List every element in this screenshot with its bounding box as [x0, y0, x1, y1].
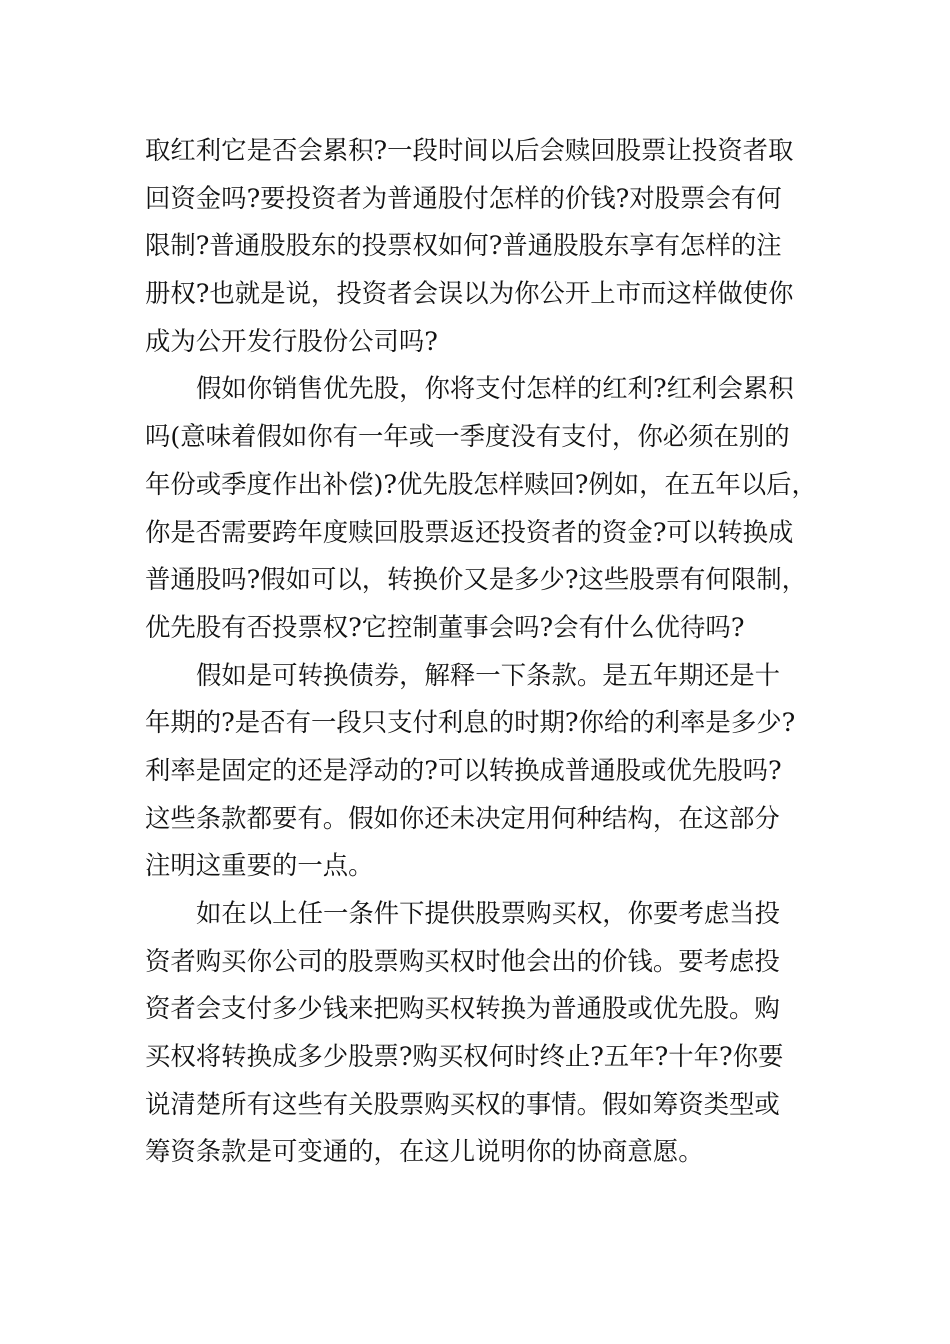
text-line: 普通股吗?假如可以，转换价又是多少?这些股票有何限制， — [145, 564, 807, 595]
text-line: 假如你销售优先股，你将支付怎样的红利?红利会累积 — [196, 373, 794, 404]
text-line: 资者购买你公司的股票购买权时他会出的价钱。要考虑投 — [145, 945, 780, 976]
paragraph-common-stock — [145, 127, 815, 365]
paragraph-preferred-stock — [145, 365, 815, 651]
text-line: 限制?普通股股东的投票权如何?普通股股东享有怎样的注 — [145, 230, 782, 261]
paragraph-convertible-bonds — [145, 652, 815, 890]
text-line: 筹资条款是可变通的，在这儿说明你的协商意愿。 — [145, 1136, 704, 1167]
text-line: 资者会支付多少钱来把购买权转换为普通股或优先股。购 — [145, 993, 780, 1024]
text-line: 买权将转换成多少股票?购买权何时终止?五年?十年?你要 — [145, 1041, 784, 1072]
text-line: 如在以上任一条件下提供股票购买权，你要考虑当投 — [196, 898, 780, 928]
text-line: 你是否需要跨年度赎回股票返还投资者的资金?可以转换成 — [145, 516, 794, 547]
text-line: 吗(意味着假如你有一年或一季度没有支付，你必须在别的 — [145, 421, 790, 452]
document-body — [145, 127, 815, 1176]
text-line: 成为公开发行股份公司吗? — [145, 325, 438, 356]
paragraph-stock-options — [145, 890, 815, 1176]
text-line: 册权?也就是说，投资者会误以为你公开上市而这样做使你 — [145, 278, 794, 309]
text-line: 回资金吗?要投资者为普通股付怎样的价钱?对股票会有何 — [145, 182, 782, 213]
text-line: 注明这重要的一点。 — [145, 850, 374, 881]
text-line: 假如是可转换债券，解释一下条款。是五年期还是十 — [196, 659, 780, 690]
text-line: 说清楚所有这些有关股票购买权的事情。假如筹资类型或 — [145, 1088, 780, 1119]
text-line: 年份或季度作出补偿)?优先股怎样赎回?例如，在五年以后， — [145, 468, 817, 499]
text-line: 取红利它是否会累积?一段时间以后会赎回股票让投资者取 — [145, 135, 794, 165]
text-line: 利率是固定的还是浮动的?可以转换成普通股或优先股吗? — [145, 754, 782, 785]
text-line: 这些条款都要有。假如你还未决定用何种结构，在这部分 — [145, 802, 780, 833]
text-line: 优先股有否投票权?它控制董事会吗?会有什么优待吗? — [145, 611, 745, 642]
text-line: 年期的?是否有一段只支付利息的时期?你给的利率是多少? — [145, 707, 796, 738]
